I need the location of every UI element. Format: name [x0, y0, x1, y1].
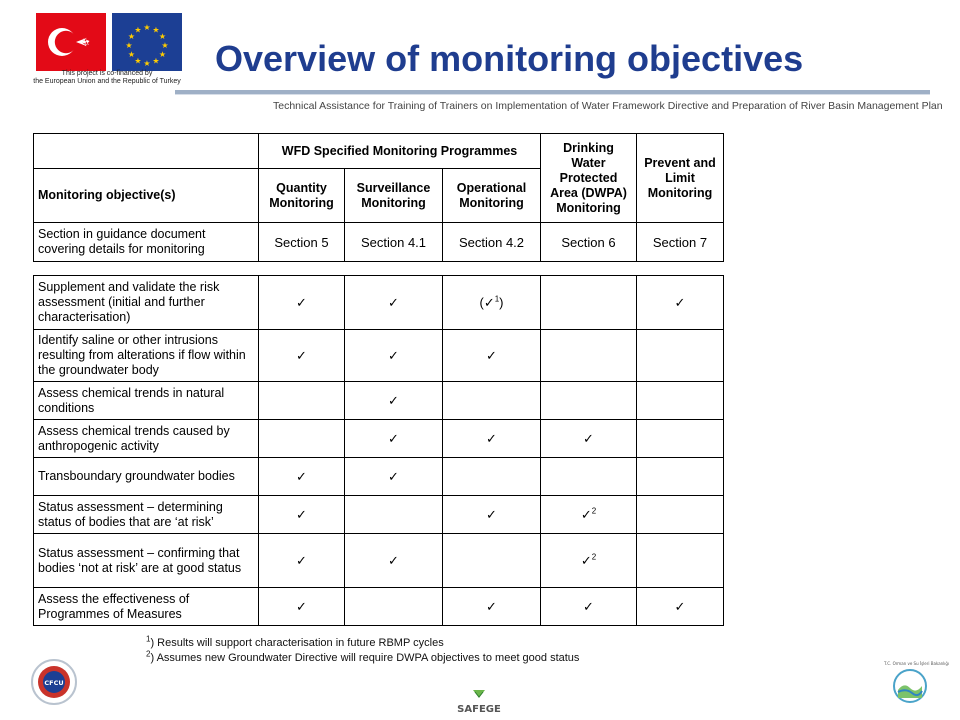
check-mark: ✓ [388, 348, 399, 363]
check-cell [541, 420, 637, 458]
svg-text:★: ★ [158, 50, 167, 59]
table-row [34, 534, 724, 588]
safege-label: SAFEGE [457, 704, 501, 715]
check-mark: ✓ [674, 295, 686, 310]
section-row-label: Section in guidance document covering details for monitoring [34, 223, 259, 262]
empty-cell [259, 420, 345, 458]
footnote-2 [146, 651, 579, 666]
ministry-label: T.C. Orman ve Su İşleri Bakanlığı [884, 661, 950, 666]
check-cell [443, 496, 541, 534]
check-mark: ✓ [296, 348, 307, 363]
svg-text:★: ★ [127, 50, 136, 59]
table-row [34, 496, 724, 534]
objective-cell: Identify saline or other intrusions resulting from alterations if flow within the groundwater body [34, 330, 259, 382]
check-cell [637, 588, 724, 626]
svg-text:★: ★ [143, 23, 151, 32]
check-cell [443, 276, 541, 330]
footnotes [146, 636, 579, 666]
programmes-header-table [33, 133, 724, 262]
empty-cell [637, 458, 724, 496]
cofinanced-text [30, 70, 184, 86]
section-cell: Section 4.2 [443, 223, 541, 262]
check-cell [443, 330, 541, 382]
check-mark: ✓ [486, 348, 497, 363]
check-cell [443, 588, 541, 626]
eu-flag-icon [112, 13, 182, 71]
check-cell [259, 276, 345, 330]
cofinanced-line-2: the European Union and the Republic of Turkey [33, 78, 181, 85]
cfcu-logo-icon [31, 659, 77, 705]
check-cell [259, 534, 345, 588]
check-mark: ✓ [486, 431, 497, 446]
check-mark: ✓ [674, 599, 686, 614]
empty-corner-cell [34, 134, 259, 169]
cofinance-logo-block [30, 8, 180, 88]
check-mark: ✓ [388, 295, 399, 310]
empty-cell [541, 330, 637, 382]
check-mark: ✓ [388, 393, 399, 408]
table-row [34, 330, 724, 382]
objective-cell: Supplement and validate the risk assessment (initial and further characterisation) [34, 276, 259, 330]
objective-cell: Assess chemical trends in natural conditions [34, 382, 259, 420]
check-mark: ✓ [580, 553, 592, 568]
check-cell [541, 496, 637, 534]
check-mark: ✓ [296, 469, 307, 484]
programmes-header: WFD Specified Monitoring Programmes [259, 134, 541, 169]
check-footnote-ref: 1 [494, 294, 500, 304]
check-cell [637, 276, 724, 330]
table-row [34, 458, 724, 496]
svg-text:★: ★ [134, 56, 142, 66]
check-cell [345, 330, 443, 382]
table-row [34, 276, 724, 330]
check-footnote-ref: 2 [591, 506, 597, 516]
svg-text:★: ★ [152, 25, 160, 35]
check-mark: ✓ [296, 295, 307, 310]
check-cell [345, 420, 443, 458]
empty-cell [637, 420, 724, 458]
check-cell [541, 588, 637, 626]
objectives-table [33, 275, 724, 626]
cofinanced-line-1: This project is co-financed by [61, 70, 153, 77]
section-cell: Section 4.1 [345, 223, 443, 262]
check-cell [259, 330, 345, 382]
objective-cell: Assess the effectiveness of Programmes of Measures [34, 588, 259, 626]
svg-text:★: ★ [125, 41, 133, 50]
svg-text:★: ★ [127, 32, 136, 41]
col-header-quantity: Quantity Monitoring [259, 169, 345, 223]
check-cell [259, 458, 345, 496]
check-cell [345, 276, 443, 330]
check-mark: ✓ [580, 507, 592, 522]
check-mark: (✓ [479, 295, 495, 310]
empty-cell [443, 382, 541, 420]
empty-cell [637, 534, 724, 588]
empty-cell [443, 458, 541, 496]
table-row [34, 588, 724, 626]
check-mark: ✓ [388, 431, 399, 446]
table-row [34, 382, 724, 420]
check-cell [259, 496, 345, 534]
empty-cell [345, 588, 443, 626]
svg-text:★: ★ [161, 41, 169, 50]
check-mark: ✓ [296, 507, 307, 522]
empty-cell [541, 458, 637, 496]
check-mark: ✓ [296, 599, 307, 614]
footnote-1-number: 1 [146, 634, 151, 644]
ministry-logo-icon [882, 658, 950, 704]
svg-text:★: ★ [143, 59, 151, 68]
check-cell [259, 588, 345, 626]
check-mark: ✓ [296, 553, 307, 568]
empty-cell [637, 382, 724, 420]
section-cell: Section 5 [259, 223, 345, 262]
col-header-dwpa: Drinking Water Protected Area (DWPA) Monitoring [541, 134, 637, 223]
check-mark: ✓ [388, 553, 399, 568]
footnote-2-text: ) Assumes new Groundwater Directive will require DWPA objectives to meet good status [150, 652, 580, 664]
objective-cell: Transboundary groundwater bodies [34, 458, 259, 496]
check-cell [345, 458, 443, 496]
check-cell [345, 534, 443, 588]
empty-cell [259, 382, 345, 420]
empty-cell [637, 496, 724, 534]
objective-header: Monitoring objective(s) [34, 169, 259, 223]
col-header-surveillance: Surveillance Monitoring [345, 169, 443, 223]
section-cell: Section 7 [637, 223, 724, 262]
footnote-1 [146, 636, 579, 651]
objective-cell: Status assessment – confirming that bodies ‘not at risk’ are at good status [34, 534, 259, 588]
check-footnote-ref: 2 [591, 552, 597, 562]
footnote-1-text: ) Results will support characterisation in future RBMP cycles [150, 637, 444, 649]
cfcu-label: CFCU [44, 679, 64, 687]
svg-text:★: ★ [152, 56, 160, 66]
check-mark: ✓ [583, 431, 594, 446]
col-header-prevent: Prevent and Limit Monitoring [637, 134, 724, 223]
safege-logo-icon [444, 688, 514, 716]
empty-cell [443, 534, 541, 588]
section-cell: Section 6 [541, 223, 637, 262]
footnote-2-number: 2 [146, 649, 151, 659]
page-title: Overview of monitoring objectives [215, 38, 804, 79]
objective-cell: Assess chemical trends caused by anthropogenic activity [34, 420, 259, 458]
check-cell [345, 382, 443, 420]
objective-cell: Status assessment – determining status of bodies that are ‘at risk’ [34, 496, 259, 534]
check-suffix: ) [499, 295, 504, 310]
empty-cell [541, 276, 637, 330]
svg-text:★: ★ [134, 25, 142, 35]
empty-cell [541, 382, 637, 420]
col-header-operational: Operational Monitoring [443, 169, 541, 223]
empty-cell [637, 330, 724, 382]
project-subtitle: Technical Assistance for Training of Trainers on Implementation of Water Framework Directive and Preparation of River Basin Management Plan [273, 100, 943, 112]
check-mark: ✓ [388, 469, 399, 484]
svg-text:★: ★ [158, 32, 167, 41]
title-divider-shadow [175, 94, 930, 95]
check-mark: ✓ [583, 599, 594, 614]
turkey-flag-icon [36, 13, 106, 71]
check-mark: ✓ [486, 599, 497, 614]
empty-cell [345, 496, 443, 534]
check-cell [541, 534, 637, 588]
table-row [34, 420, 724, 458]
check-cell [443, 420, 541, 458]
check-mark: ✓ [486, 507, 497, 522]
